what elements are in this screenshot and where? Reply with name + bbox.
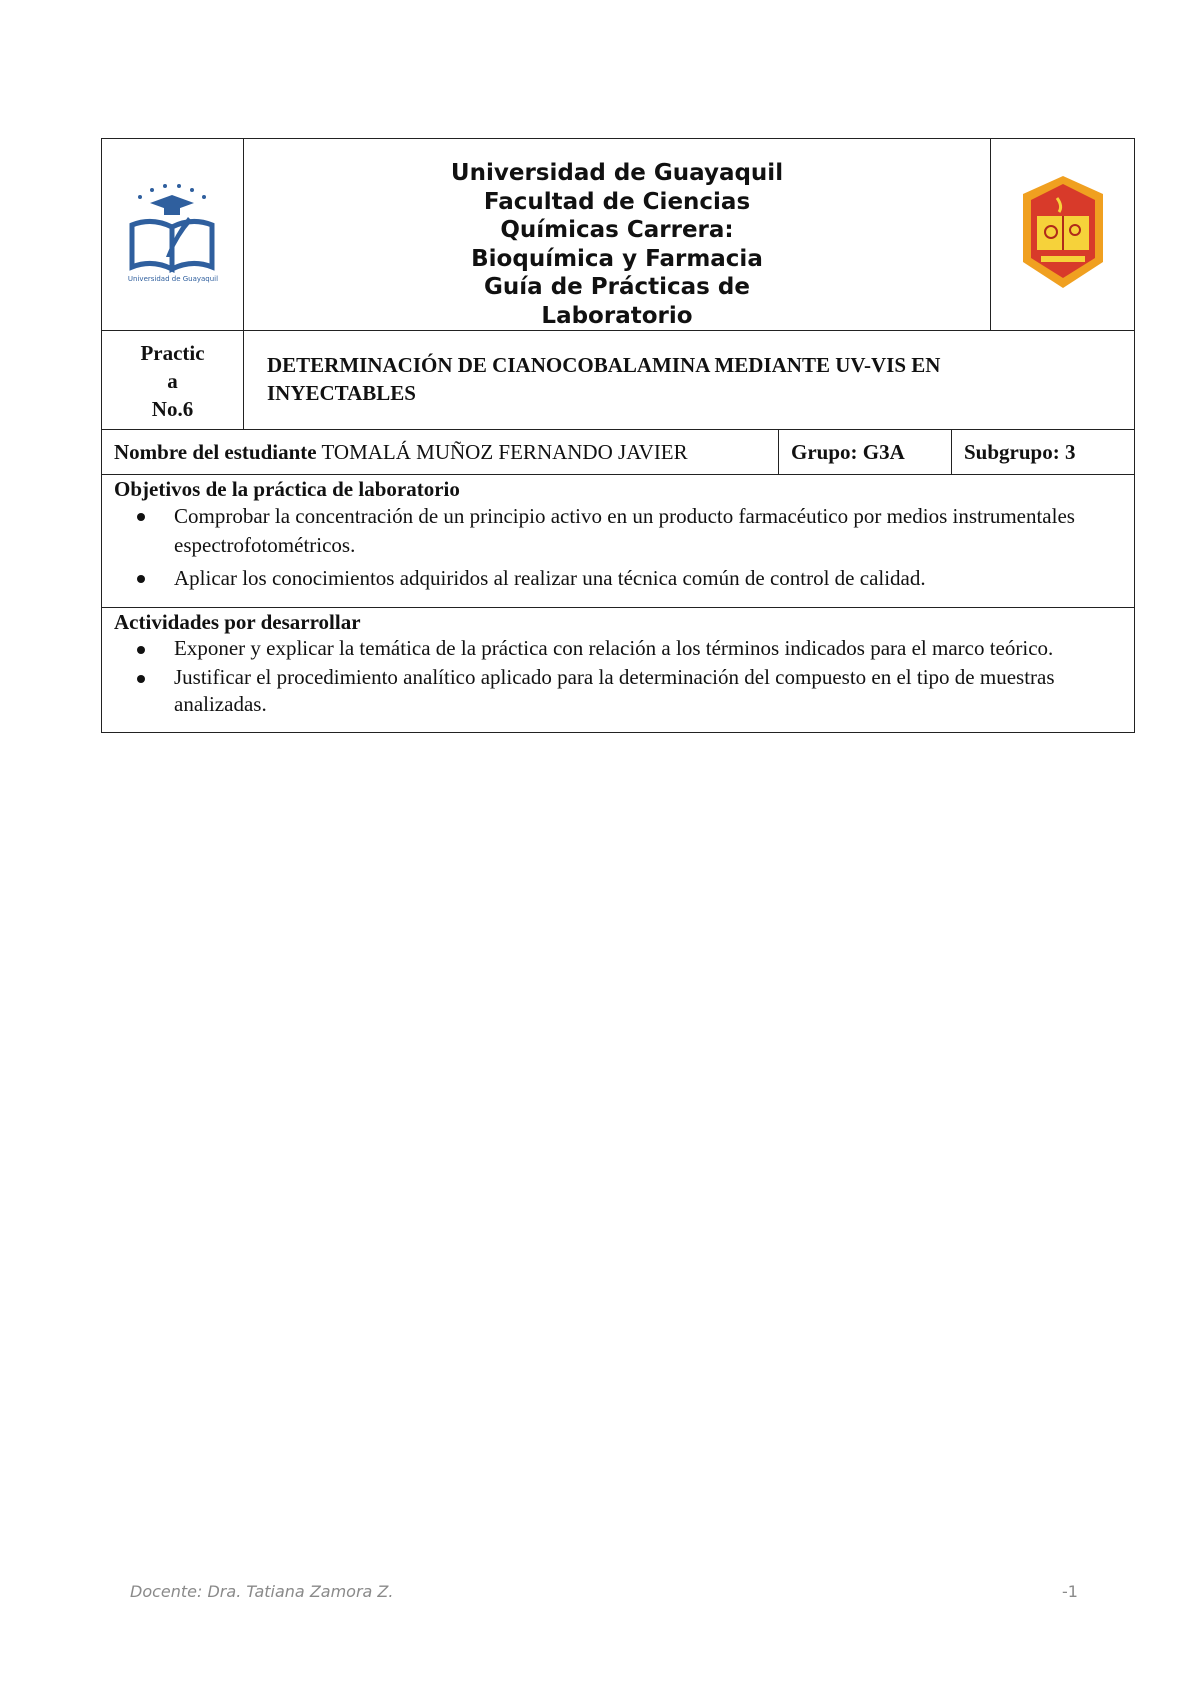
header-line-6: Laboratorio [541, 302, 693, 329]
header-table [101, 138, 1135, 331]
institution-header [244, 139, 991, 331]
activities-table [101, 608, 1135, 733]
group-cell: Grupo: G3A [779, 430, 952, 475]
objectives-table [101, 475, 1135, 608]
objectives-list [114, 502, 1122, 593]
practice-number-cell [102, 331, 244, 430]
objective-item-2: Aplicar los conocimientos adquiridos al realizar una técnica común de control de calidad. [174, 564, 1122, 593]
activities-section [102, 608, 1135, 733]
practice-label-line-1: Practic [140, 341, 205, 365]
objectives-title: Objetivos de la práctica de laboratorio [114, 477, 460, 501]
student-name-value: TOMALÁ MUÑOZ FERNANDO JAVIER [321, 439, 688, 464]
left-logo-cell [102, 139, 244, 331]
objectives-section [102, 475, 1135, 608]
header-line-1: Universidad de Guayaquil [450, 160, 784, 186]
header-line-5: Guía de Prácticas de [484, 274, 750, 300]
left-logo-caption: Universidad de Guayaquil [127, 275, 218, 283]
practice-title-line-1: DETERMINACIÓN DE CIANOCOBALAMINA MEDIANTE UV-VIS EN [267, 353, 941, 377]
right-logo-cell [991, 139, 1135, 331]
footer-page-number: -1 [1062, 1582, 1078, 1601]
header-line-4: Bioquímica y Farmacia [471, 245, 763, 272]
university-logo-icon [118, 177, 228, 287]
activities-title: Actividades por desarrollar [114, 610, 361, 634]
practice-title-cell [244, 331, 1135, 430]
activity-item-1: Exponer y explicar la temática de la práctica con relación a los términos indicados para el marco teórico. [174, 635, 1122, 662]
faculty-crest-icon [1015, 172, 1111, 292]
header-line-3: Químicas Carrera: [500, 217, 734, 243]
footer-docente: Docente: Dra. Tatiana Zamora Z. [130, 1582, 394, 1601]
header-line-2: Facultad de Ciencias [483, 188, 751, 215]
practice-label-line-2: a [167, 369, 178, 393]
activities-list [114, 635, 1122, 718]
subgroup-cell: Subgrupo: 3 [952, 430, 1135, 475]
objective-item-1: Comprobar la concentración de un principio activo en un producto farmacéutico por medios instrumentales espectrofotométricos. [174, 502, 1122, 560]
practice-label-line-3: No.6 [151, 397, 194, 421]
student-name-label: Nombre del estudiante [114, 439, 317, 464]
student-name-cell [102, 430, 779, 475]
practice-title-line-2: INYECTABLES [267, 381, 416, 405]
activity-item-2: Justificar el procedimiento analítico aplicado para la determinación del compuesto en el tipo de muestras analizadas. [174, 664, 1122, 718]
practice-table [101, 331, 1135, 430]
practice-guide-sheet [101, 138, 1135, 733]
student-table [101, 430, 1135, 475]
